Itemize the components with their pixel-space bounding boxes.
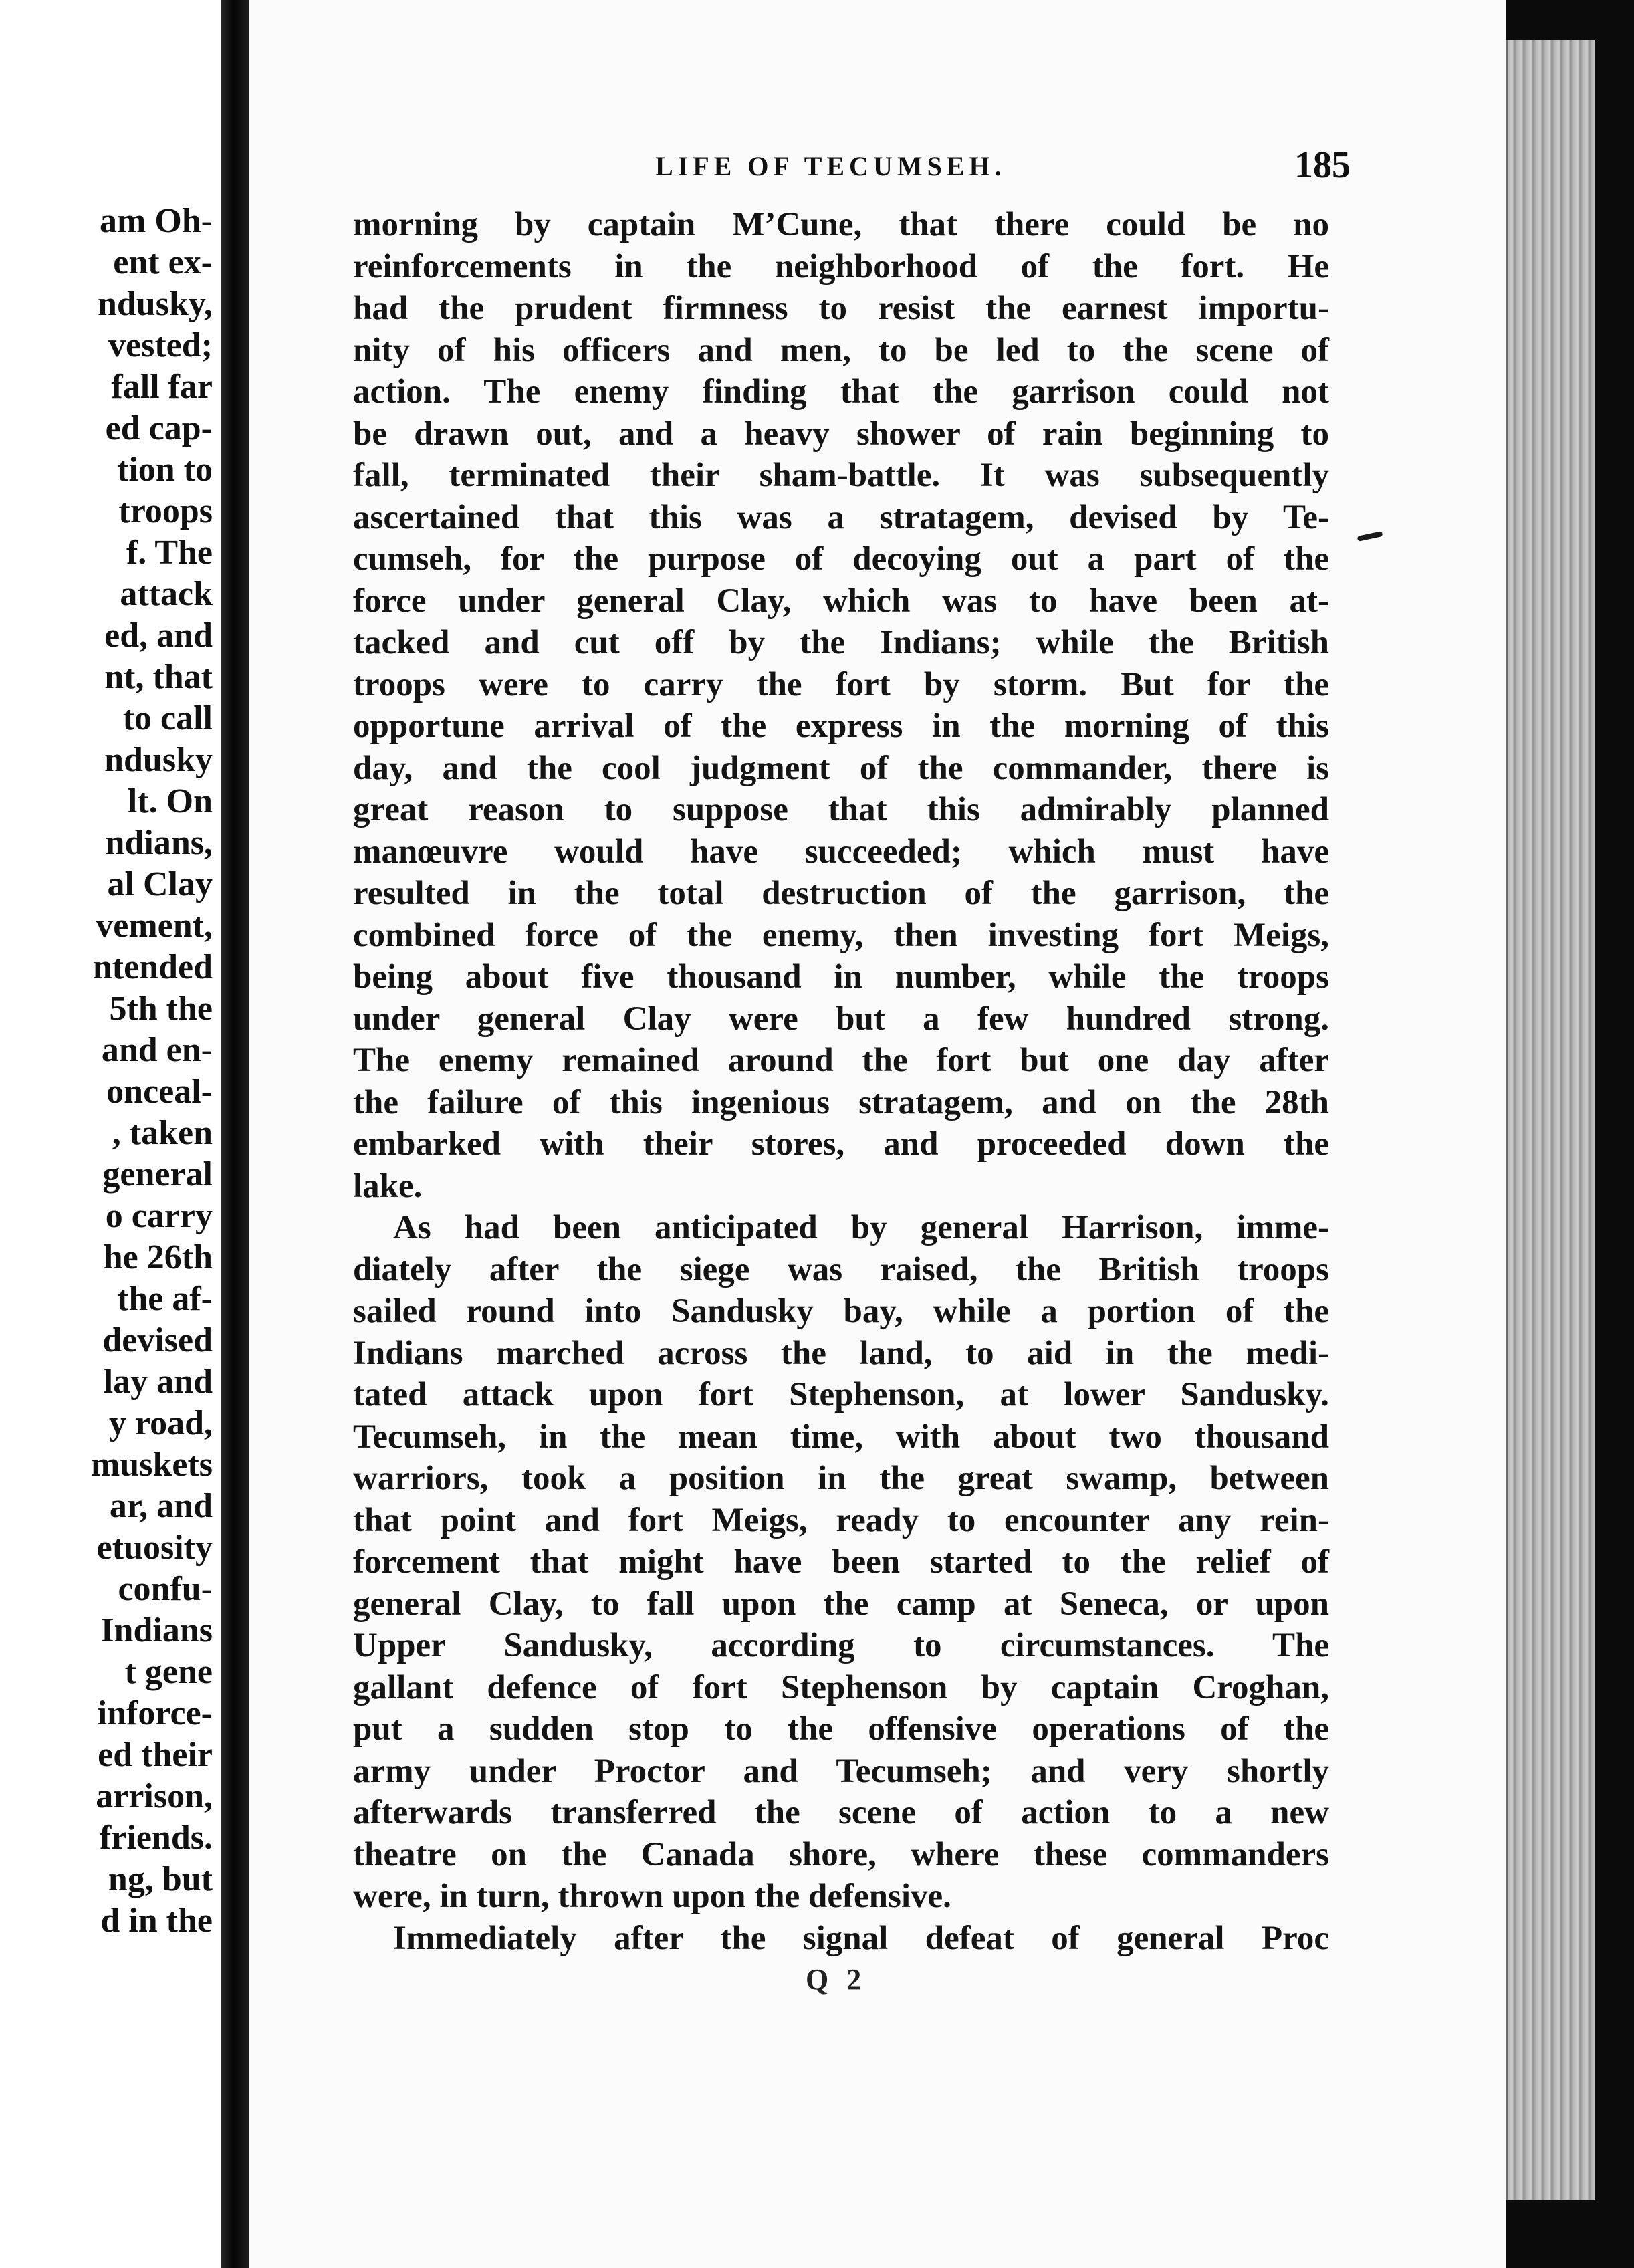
left-line: to call bbox=[122, 699, 213, 738]
left-line: inforce- bbox=[97, 1694, 213, 1732]
left-line: ed their bbox=[98, 1736, 213, 1774]
body-line: Indians marched across the land, to aid in the medi- bbox=[353, 1334, 1329, 1372]
body-line: reinforcements in the neighborhood of the fort. He bbox=[353, 247, 1329, 286]
left-line: ndusky, bbox=[97, 285, 213, 323]
body-line: put a sudden stop to the offensive operations of the bbox=[353, 1710, 1329, 1748]
body-text bbox=[353, 204, 1329, 1959]
left-line: arrison, bbox=[96, 1777, 213, 1815]
body-line: tacked and cut off by the Indians; while the British bbox=[353, 624, 1329, 661]
left-line: and en- bbox=[101, 1031, 213, 1069]
body-line: force under general Clay, which was to have been at- bbox=[353, 582, 1329, 620]
left-line: friends. bbox=[100, 1819, 213, 1857]
left-line: etuosity bbox=[96, 1528, 213, 1567]
left-line: ndians, bbox=[105, 824, 213, 862]
left-line: 5th the bbox=[109, 990, 213, 1028]
body-line: Immediately after the signal defeat of general Proc bbox=[393, 1919, 1329, 1957]
body-line: manœuvre would have succeeded; which must have bbox=[353, 832, 1329, 871]
left-line: onceal- bbox=[106, 1072, 213, 1111]
body-line: diately after the siege was raised, the British troops bbox=[353, 1250, 1329, 1288]
left-line: ng, but bbox=[108, 1860, 213, 1898]
body-line: The enemy remained around the fort but one day after bbox=[353, 1042, 1329, 1079]
left-line: lt. On bbox=[127, 782, 213, 820]
body-line: gallant defence of fort Stephenson by captain Croghan, bbox=[353, 1668, 1329, 1706]
left-line: Indians bbox=[100, 1611, 213, 1650]
left-line: confu- bbox=[118, 1570, 213, 1608]
body-line: Upper Sandusky, according to circumstances. The bbox=[353, 1627, 1329, 1664]
body-line: morning by captain M’Cune, that there could be no bbox=[353, 206, 1329, 243]
left-page bbox=[0, 0, 221, 2268]
body-line: being about five thousand in number, while the troops bbox=[353, 958, 1329, 996]
running-head bbox=[655, 144, 1351, 191]
left-line: muskets bbox=[90, 1446, 213, 1484]
left-line: am Oh- bbox=[100, 202, 213, 240]
body-line: fall, terminated their sham-battle. It was subsequently bbox=[353, 457, 1329, 494]
left-line: attack bbox=[120, 575, 213, 613]
body-line: resulted in the total destruction of the garrison, the bbox=[353, 875, 1329, 912]
left-line: the af- bbox=[117, 1280, 213, 1318]
left-line: he 26th bbox=[103, 1238, 213, 1276]
body-line: day, and the cool judgment of the commander, there is bbox=[353, 749, 1329, 787]
body-line: were, in turn, thrown upon the defensive. bbox=[353, 1878, 951, 1915]
running-head-title: LIFE OF TECUMSEH. bbox=[655, 151, 1006, 181]
body-line: Tecumseh, in the mean time, with about two thousand bbox=[353, 1418, 1329, 1456]
body-line: sailed round into Sandusky bay, while a portion of the bbox=[353, 1292, 1329, 1330]
body-line: theatre on the Canada shore, where these commanders bbox=[353, 1835, 1329, 1874]
body-line: army under Proctor and Tecumseh; and very shortly bbox=[353, 1752, 1329, 1790]
body-line: action. The enemy finding that the garrison could not bbox=[353, 373, 1329, 411]
left-line: vested; bbox=[108, 326, 213, 364]
left-line: tion to bbox=[117, 451, 213, 489]
left-line: devised bbox=[102, 1321, 213, 1359]
body-line: be drawn out, and a heavy shower of rain beginning to bbox=[353, 415, 1329, 453]
left-line: nt, that bbox=[104, 658, 213, 696]
body-line: afterwards transferred the scene of action to a new bbox=[353, 1794, 1329, 1831]
left-line: y road, bbox=[108, 1404, 213, 1442]
left-line: ndusky bbox=[104, 741, 213, 779]
body-line: embarked with their stores, and proceeded down the bbox=[353, 1125, 1329, 1163]
left-line: ed, and bbox=[104, 616, 213, 655]
body-line: great reason to suppose that this admirably planned bbox=[353, 791, 1329, 828]
body-line: combined force of the enemy, then investing fort Meigs, bbox=[353, 916, 1329, 954]
body-line: lake. bbox=[353, 1167, 423, 1205]
left-line: t gene bbox=[124, 1653, 213, 1691]
page-edge bbox=[1506, 40, 1595, 2200]
body-line: under general Clay were but a few hundred strong. bbox=[353, 1000, 1329, 1038]
left-line: d in the bbox=[100, 1902, 213, 1940]
body-line: troops were to carry the fort by storm. But for the bbox=[353, 665, 1329, 703]
signature-mark: Q 2 bbox=[806, 1963, 867, 1996]
body-line: warriors, took a position in the great swamp, between bbox=[353, 1460, 1329, 1497]
body-line: forcement that might have been started to the relief of bbox=[353, 1543, 1329, 1581]
left-line: o carry bbox=[105, 1197, 213, 1235]
left-line: , taken bbox=[112, 1114, 213, 1152]
body-line: tated attack upon fort Stephenson, at lower Sandusky. bbox=[353, 1376, 1329, 1413]
left-line: ntended bbox=[92, 948, 213, 986]
body-line: that point and fort Meigs, ready to encounter any rein- bbox=[353, 1501, 1329, 1539]
body-line: had the prudent firmness to resist the earnest importu- bbox=[353, 290, 1329, 327]
left-line: vement, bbox=[96, 907, 213, 945]
body-line: opportune arrival of the express in the morning of this bbox=[353, 707, 1329, 745]
left-line: lay and bbox=[103, 1363, 213, 1401]
left-line: troops bbox=[118, 492, 213, 530]
book-gutter bbox=[221, 0, 249, 2268]
left-page-text bbox=[91, 201, 213, 1942]
left-line: ent ex- bbox=[113, 243, 213, 281]
left-line: f. The bbox=[126, 534, 213, 572]
body-line: ascertained that this was a stratagem, devised by Te- bbox=[353, 498, 1329, 536]
left-line: fall far bbox=[111, 368, 213, 406]
body-line: general Clay, to fall upon the camp at Seneca, or upon bbox=[353, 1585, 1329, 1623]
body-line: the failure of this ingenious stratagem, and on the 28th bbox=[353, 1083, 1329, 1121]
body-line: cumseh, for the purpose of decoying out a part of the bbox=[353, 540, 1329, 578]
left-line: al Clay bbox=[107, 865, 213, 903]
left-line: general bbox=[102, 1155, 213, 1194]
body-line: As had been anticipated by general Harrison, imme- bbox=[393, 1209, 1329, 1246]
left-line: ed cap- bbox=[105, 409, 213, 447]
left-line: ar, and bbox=[109, 1487, 213, 1525]
page-number: 185 bbox=[1294, 144, 1351, 186]
body-line: nity of his officers and men, to be led to the scene of bbox=[353, 331, 1329, 369]
